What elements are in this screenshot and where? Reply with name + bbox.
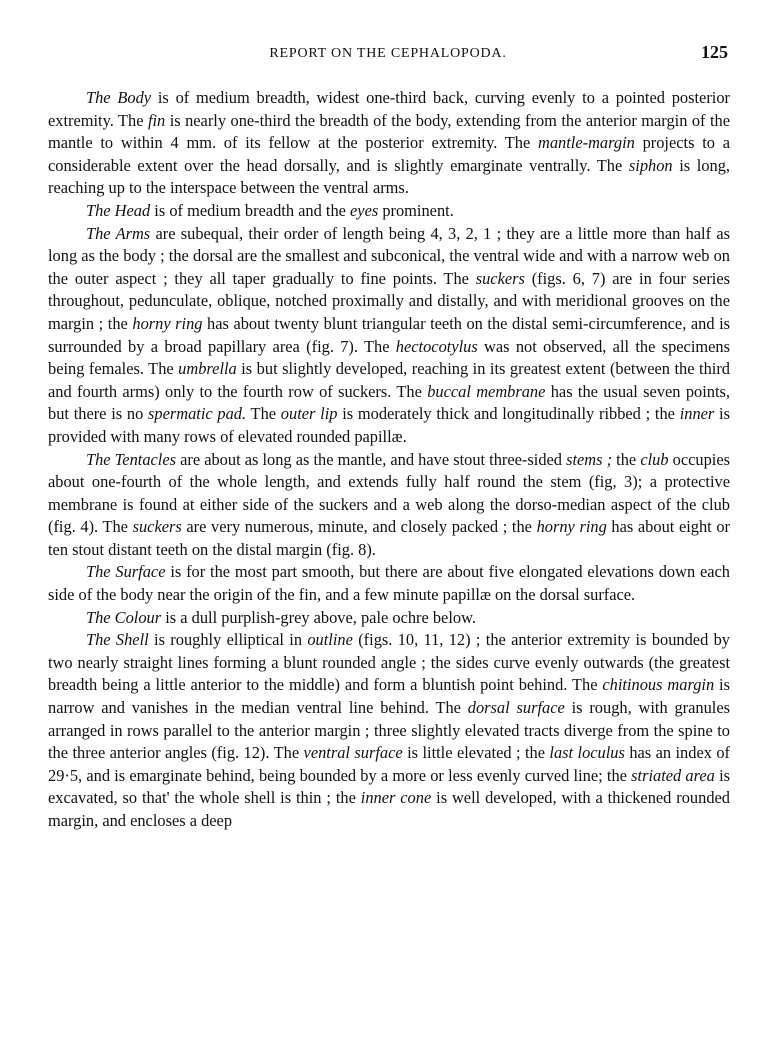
text-run: is a dull purplish-grey above, pale ochre below. (161, 607, 476, 627)
italic-term: The Arms (86, 223, 151, 243)
text-run: is moderately thick and longitudinally ribbed ; the (337, 404, 680, 424)
text-run: are about as long as the mantle, and have stout three-sided (176, 449, 567, 469)
italic-term: siphon (628, 155, 673, 175)
italic-term: fin (147, 110, 166, 130)
italic-term: eyes (350, 200, 379, 220)
text-run: is rough, with granules arranged in rows parallel to the anterior margin ; three slightly elevated tracts diverge from the spine to the three anterior angles (fig. 12). The (48, 698, 731, 763)
page-header (48, 42, 728, 66)
italic-term: chitinous margin (602, 675, 715, 695)
body-text (48, 87, 730, 833)
italic-term: hectocotylus (395, 336, 478, 356)
text-run: is for the most part smooth, but there are about five elongated elevations down each side of the body near the origin of the fin, and a few minute papillæ on the dorsal surface. (48, 562, 730, 605)
text-run: is nearly one-third the breadth of the body, extending from the anterior margin of the mantle to within 4 mm. of its fellow at the posterior extremity. The (48, 110, 730, 153)
paragraph (48, 561, 730, 606)
text-run: occupies about one-fourth of the whole length, and extends fully half round the stem (fig, 3); a protective membrane is found at either side of the suckers and a web along the dorso-median aspect of the club (fig. 4). The (48, 449, 730, 537)
italic-term: striated area (631, 765, 715, 785)
text-run: was not observed, all the specimens being females. The (48, 336, 730, 379)
text-run: has an index of 29·5, and is emarginate behind, being bounded by a more or less evenly curved line; the (48, 743, 731, 785)
italic-term: The Head (86, 200, 151, 220)
italic-term: umbrella (178, 359, 237, 379)
text-run: (figs. 10, 11, 12) ; the anterior extremity is bounded by two nearly straight lines forming a blunt rounded angle ; the sides curve evenly outwards (the greatest breadth being a little anterior to the middle) and form a bluntish point behind. The (48, 630, 730, 695)
italic-term: outer lip (280, 404, 338, 424)
italic-term: stems ; (566, 449, 613, 469)
italic-term: outline (307, 630, 353, 650)
italic-term: The Body (86, 88, 152, 107)
italic-term: The Surface (86, 562, 166, 582)
text-run: is excavated, so that' the whole shell is thin ; the (48, 765, 731, 808)
text-run: is long, reaching up to the interspace between the ventral arms. (48, 155, 730, 198)
text-run: are subequal, their order of length being 4, 3, 2, 1 ; they are a little more than half as long as the body ; the dorsal are the smallest and subconical, the ventral wide and with a narrow web on the outer aspect ; they all taper gradually to fine points. The (48, 223, 731, 288)
running-head: REPORT ON THE CEPHALOPODA. (269, 46, 507, 61)
italic-term: mantle-margin (538, 133, 635, 153)
italic-term: inner cone (360, 788, 432, 808)
italic-term: inner (679, 404, 715, 424)
page-number: 125 (701, 42, 728, 62)
paragraph (48, 223, 730, 449)
text-run: (figs. 6, 7) are in four series throughout, pedunculate, oblique, notched proximally and distally, and with meridional grooves on the margin ; the (48, 268, 731, 333)
paragraph (48, 200, 730, 223)
text-run: the (612, 449, 641, 469)
italic-term: horny ring (132, 313, 203, 333)
text-run: projects to a considerable extent over the head dorsally, and is slightly emarginate ventrally. The (48, 133, 730, 175)
text-run: is narrow and vanishes in the median ventral line behind. The (48, 675, 730, 718)
text-run: is well developed, with a thickened rounded margin, and encloses a deep (48, 788, 730, 830)
paragraph (48, 87, 730, 200)
italic-term: last loculus (549, 743, 625, 763)
italic-term: club (640, 449, 669, 469)
italic-term: horny ring (536, 517, 607, 537)
text-run: has about twenty blunt triangular teeth on the distal semi-circumference, and is surrounded by a broad papillary area (fig. 7). The (48, 313, 730, 356)
text-run: is provided with many rows of elevated rounded papillæ. (48, 404, 730, 446)
text-run: has about eight or ten stout distant teeth on the distal margin (fig. 8). (48, 517, 730, 559)
italic-term: The Colour (86, 607, 162, 627)
italic-term: dorsal surface (467, 698, 565, 718)
italic-term: suckers (475, 268, 525, 288)
italic-term: suckers (132, 517, 182, 537)
paragraph (48, 449, 730, 562)
text-run: is of medium breadth and the (150, 200, 351, 220)
text-run: are very numerous, minute, and closely packed ; the (181, 517, 537, 537)
italic-term: The Shell (86, 630, 149, 650)
text-run: prominent. (378, 200, 454, 220)
paragraph (48, 629, 730, 832)
text-run: is little elevated ; the (402, 743, 550, 763)
text-run: The (246, 404, 281, 424)
text-run: has the usual seven points, but there is no (48, 381, 730, 424)
text-run: is of medium breadth, widest one-third back, curving evenly to a pointed posterior extremity. The (48, 88, 730, 130)
italic-term: ventral surface (303, 743, 403, 763)
italic-term: buccal membrane (427, 381, 546, 401)
text-run: is but slightly developed, reaching in its greatest extent (between the third and fourth arms) only to the fourth row of suckers. The (48, 359, 730, 401)
text-run: is roughly elliptical in (148, 630, 308, 650)
italic-term: The Tentacles (86, 449, 176, 469)
paragraph (48, 607, 730, 630)
italic-term: spermatic pad. (148, 404, 247, 424)
